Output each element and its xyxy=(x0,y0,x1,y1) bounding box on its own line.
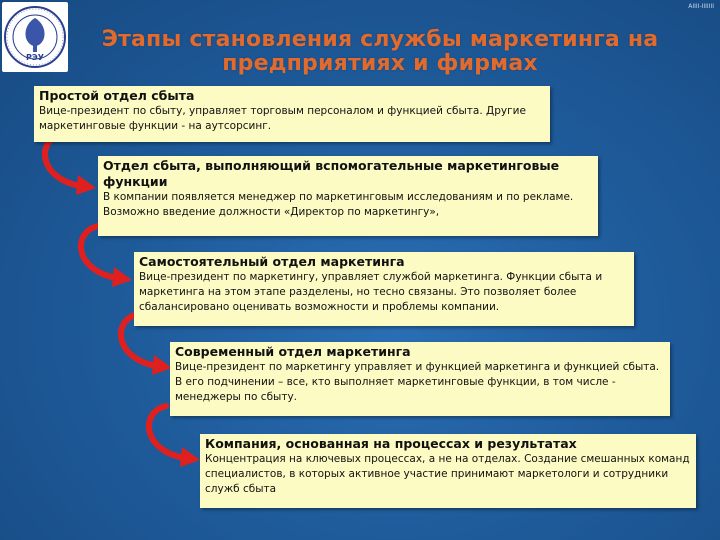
stage-card xyxy=(34,86,550,142)
stage-title: Компания, основанная на процессах и результатах xyxy=(205,436,577,451)
university-seal-icon xyxy=(2,2,68,72)
stage-title: Отдел сбыта, выполняющий вспомогательные маркетинговые функции xyxy=(103,158,560,189)
stage-text: Концентрация на ключевых процессах, а не на отделах. Создание смешанных команд специалистов, в которых активное участие принимают маркетологи и сотрудники служб сбыта xyxy=(205,453,690,495)
corner-mark: AIIII-IIIIIII xyxy=(688,3,714,10)
stage-text: Вице-президент по маркетингу, управляет службой маркетинга. Функции сбыта и маркетинга на этом этапе разделены, но тесно связаны. Это позволяет более сбалансировано оценивать возможности и проблемы компании. xyxy=(139,271,603,313)
svg-text:РЭУ: РЭУ xyxy=(26,53,44,62)
stage-card xyxy=(170,342,670,416)
stage-text: Вице-президент по маркетингу управляет и функцией маркетинга и функцией сбыта. В его подчинении – все, кто выполняет маркетинговые функции, в том числе - менеджеры по сбыту. xyxy=(175,361,660,403)
university-logo xyxy=(2,2,68,72)
stage-card xyxy=(98,156,598,236)
stage-text: В компании появляется менеджер по маркетинговым исследованиям и по рекламе. Возможно введение должности «Директор по маркетингу», xyxy=(103,191,574,218)
stage-card xyxy=(134,252,634,326)
slide-title: Этапы становления службы маркетинга на предприятиях и фирмах xyxy=(101,27,659,76)
stage-title: Самостоятельный отдел маркетинга xyxy=(139,254,405,269)
stage-title: Современный отдел маркетинга xyxy=(175,344,411,359)
stage-card xyxy=(200,434,696,508)
stage-text: Вице-президент по сбыту, управляет торговым персоналом и функцией сбыта. Другие маркетинговые функции - на аутсорсинг. xyxy=(39,105,526,132)
stage-title: Простой отдел сбыта xyxy=(39,88,195,103)
